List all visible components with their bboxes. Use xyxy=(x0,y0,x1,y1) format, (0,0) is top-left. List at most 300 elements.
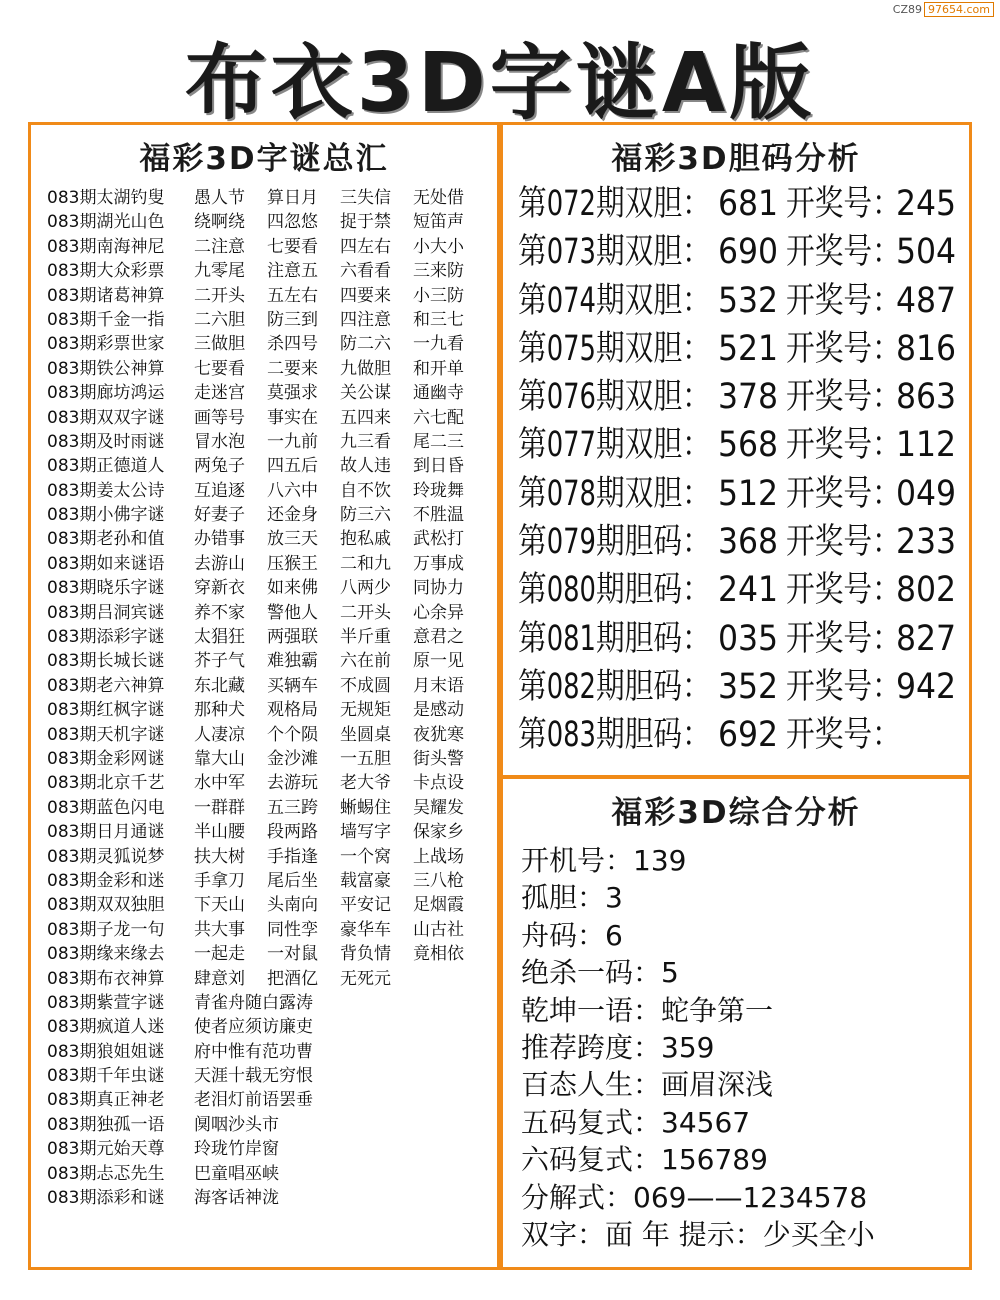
page-title: 布衣3D字谜A版 xyxy=(184,36,816,131)
riddle-text: 九零尾 xyxy=(194,261,245,282)
riddle-source: 083期大众彩票 xyxy=(47,261,165,282)
riddle-text: 金沙滩 xyxy=(267,748,318,769)
draw-number: 049 xyxy=(896,473,957,514)
riddle-text: 到日昏 xyxy=(413,456,464,477)
riddle-text: 上战场 xyxy=(413,846,464,867)
riddle-text: 和三七 xyxy=(413,309,464,330)
dan-label: 第077期双胆： xyxy=(518,425,711,466)
draw-number: 112 xyxy=(896,425,957,466)
riddle-text: 抱私戚 xyxy=(340,529,391,550)
riddle-source: 083期紫萱字谜 xyxy=(47,992,165,1013)
riddle-row xyxy=(47,820,497,844)
dan-row xyxy=(503,566,969,614)
riddle-text: 半山腰 xyxy=(194,822,245,843)
riddle-text: 压猴王 xyxy=(267,553,318,574)
riddle-source: 083期千金一指 xyxy=(47,309,165,330)
riddle-text: 玲珑竹岸窗 xyxy=(194,1139,279,1160)
riddle-text: 二要来 xyxy=(267,358,318,379)
riddle-row xyxy=(47,942,497,966)
riddle-text: 二和九 xyxy=(340,553,391,574)
riddle-row xyxy=(47,308,497,332)
draw-label: 开奖号： xyxy=(786,425,901,466)
riddle-text: 段两路 xyxy=(267,822,318,843)
riddle-text: 好妻子 xyxy=(194,505,245,526)
riddle-text: 墙写字 xyxy=(340,822,391,843)
riddle-source: 083期吕洞宾谜 xyxy=(47,602,165,623)
riddle-text: 个个陨 xyxy=(267,724,318,745)
riddle-source: 083期长城长谜 xyxy=(47,651,165,672)
riddle-text: 八六中 xyxy=(267,480,318,501)
draw-number: 816 xyxy=(896,328,957,369)
riddle-text: 同性孪 xyxy=(267,919,318,940)
riddle-row xyxy=(47,869,497,893)
riddle-text: 一九看 xyxy=(413,334,464,355)
riddle-text: 府中惟有范功曹 xyxy=(194,1041,313,1062)
riddle-row xyxy=(47,406,497,430)
riddle-source: 083期铁公神算 xyxy=(47,358,165,379)
riddle-text: 注意五 xyxy=(267,261,318,282)
riddle-text: 捉于禁 xyxy=(340,212,391,233)
dan-number: 521 xyxy=(718,328,779,369)
summary-line: 舟码：6 xyxy=(521,918,623,952)
draw-number: 802 xyxy=(896,570,957,611)
riddle-text: 愚人节 xyxy=(194,188,245,208)
riddle-text: 事实在 xyxy=(267,407,318,428)
dan-row xyxy=(503,228,969,276)
riddle-text: 自不饮 xyxy=(340,480,391,501)
riddle-text: 故人违 xyxy=(340,456,391,477)
riddle-source: 083期添彩字谜 xyxy=(47,627,165,648)
riddle-source: 083期红枫字谜 xyxy=(47,700,165,721)
riddle-text: 三失信 xyxy=(340,188,391,208)
dan-label: 第080期胆码： xyxy=(518,570,711,611)
riddle-text: 意君之 xyxy=(413,627,464,648)
riddle-row xyxy=(47,235,497,259)
dan-row xyxy=(503,421,969,469)
riddle-text: 阒咽沙头市 xyxy=(194,1114,279,1135)
riddle-text: 无处借 xyxy=(413,188,464,208)
riddle-text: 把酒亿 xyxy=(267,968,318,989)
riddle-source: 083期诸葛神算 xyxy=(47,285,165,306)
riddle-source: 083期千年虫谜 xyxy=(47,1066,165,1087)
riddle-text: 防二六 xyxy=(340,334,391,355)
riddle-text: 防三到 xyxy=(267,309,318,330)
riddle-source: 083期双双字谜 xyxy=(47,407,165,428)
riddle-row xyxy=(47,991,497,1015)
riddle-text: 水中军 xyxy=(194,773,245,794)
draw-label: 开奖号： xyxy=(786,280,901,321)
riddle-source: 083期忐忑先生 xyxy=(47,1163,165,1184)
riddle-text: 不成圆 xyxy=(340,675,391,696)
dan-number: 378 xyxy=(718,377,779,418)
draw-number: 487 xyxy=(896,280,957,321)
riddle-text: 头南向 xyxy=(267,895,318,916)
riddle-text: 一群群 xyxy=(194,797,245,818)
riddle-row xyxy=(47,210,497,234)
riddle-row xyxy=(47,479,497,503)
riddle-row xyxy=(47,1186,497,1210)
riddle-text: 人凄凉 xyxy=(194,724,245,745)
riddle-row xyxy=(47,1162,497,1186)
riddle-text: 三来防 xyxy=(413,261,464,282)
riddle-source: 083期廊坊鸿运 xyxy=(47,383,165,404)
draw-label: 开奖号： xyxy=(786,473,901,514)
dan-panel-title: 福彩3D胆码分析 xyxy=(611,141,861,177)
summary-panel-title: 福彩3D综合分析 xyxy=(611,795,861,831)
dan-row xyxy=(503,277,969,325)
riddle-text: 警他人 xyxy=(267,602,318,623)
summary-line: 乾坤一语：蛇争第一 xyxy=(521,993,774,1027)
riddle-row xyxy=(47,1064,497,1088)
riddle-source: 083期老六神算 xyxy=(47,675,165,696)
riddle-text: 豪华车 xyxy=(340,919,391,940)
dan-row xyxy=(503,711,969,759)
riddle-text: 老大爷 xyxy=(340,773,391,794)
draw-number: 245 xyxy=(896,184,957,224)
dan-row xyxy=(503,180,969,228)
riddle-text: 九做胆 xyxy=(340,358,391,379)
riddle-text: 去游玩 xyxy=(267,773,318,794)
riddle-row xyxy=(47,1113,497,1137)
summary-line: 开机号：139 xyxy=(521,844,687,877)
riddle-text: 天涯十载无穷恨 xyxy=(194,1066,313,1087)
draw-label: 开奖号： xyxy=(786,570,901,611)
riddle-source: 083期疯道人迷 xyxy=(47,1017,165,1038)
riddle-text: 五四来 xyxy=(340,407,391,428)
riddle-text: 心余异 xyxy=(413,602,464,623)
riddle-text: 太猖狂 xyxy=(194,627,245,648)
riddle-source: 083期天机字谜 xyxy=(47,724,165,745)
riddle-source: 083期小佛字谜 xyxy=(47,505,165,526)
riddle-source: 083期真正神老 xyxy=(47,1090,165,1111)
riddle-text: 那种犬 xyxy=(194,700,245,721)
riddle-source: 083期独孤一语 xyxy=(47,1114,165,1135)
riddle-text: 不胜温 xyxy=(413,505,464,526)
riddle-row xyxy=(47,259,497,283)
riddle-source: 083期金彩网谜 xyxy=(47,748,165,769)
summary-line: 分解式：069——1234578 xyxy=(521,1180,868,1214)
riddle-panel-title: 福彩3D字谜总汇 xyxy=(139,141,389,177)
riddle-list xyxy=(31,186,497,1210)
summary-line: 五码复式：34567 xyxy=(521,1105,751,1139)
riddle-row xyxy=(47,1015,497,1039)
dan-row xyxy=(503,663,969,711)
dan-number: 681 xyxy=(718,184,779,224)
dan-label: 第076期双胆： xyxy=(518,377,711,418)
riddle-text: 同协力 xyxy=(413,578,464,599)
riddle-text: 两强联 xyxy=(267,627,318,648)
riddle-text: 防三六 xyxy=(340,505,391,526)
riddle-text: 和开单 xyxy=(413,358,464,379)
riddle-text: 足烟霞 xyxy=(413,895,464,916)
riddle-text: 街头警 xyxy=(413,748,464,769)
riddle-text: 共大事 xyxy=(194,919,245,940)
riddle-source: 083期布衣神算 xyxy=(47,968,165,989)
riddle-text: 五左右 xyxy=(267,285,318,306)
dan-row xyxy=(503,325,969,373)
riddle-text: 绕啊绕 xyxy=(194,212,245,233)
riddle-text: 扶大树 xyxy=(194,846,245,867)
riddle-row xyxy=(47,576,497,600)
dan-label: 第082期胆码： xyxy=(518,666,711,707)
summary-line: 绝杀一码：5 xyxy=(521,956,679,990)
summary-panel xyxy=(500,776,972,1270)
riddle-row xyxy=(47,430,497,454)
riddle-row xyxy=(47,1040,497,1064)
riddle-text: 放三天 xyxy=(267,529,318,550)
riddle-source: 083期狼姐姐谜 xyxy=(47,1041,165,1062)
riddle-text: 平安记 xyxy=(340,895,391,916)
dan-label: 第083期胆码： xyxy=(518,715,711,756)
riddle-text: 画等号 xyxy=(194,407,245,428)
riddle-text: 通幽寺 xyxy=(413,383,464,404)
riddle-text: 是感动 xyxy=(413,700,464,721)
riddle-text: 买辆车 xyxy=(267,675,318,696)
riddle-text: 载富豪 xyxy=(340,870,391,891)
riddle-row xyxy=(47,381,497,405)
riddle-text: 穿新衣 xyxy=(194,578,245,599)
summary-line: 百态人生：画眉深浅 xyxy=(521,1068,774,1102)
riddle-source: 083期北京千艺 xyxy=(47,773,165,794)
riddle-row xyxy=(47,601,497,625)
dan-number: 352 xyxy=(718,666,779,707)
dan-number: 035 xyxy=(718,618,779,659)
riddle-text: 月末语 xyxy=(413,675,464,696)
riddle-text: 四注意 xyxy=(340,309,391,330)
dan-row xyxy=(503,373,969,421)
riddle-text: 二开头 xyxy=(194,285,245,306)
riddle-text: 三八枪 xyxy=(413,870,464,891)
riddle-text: 算日月 xyxy=(267,188,318,208)
riddle-text: 六看看 xyxy=(340,261,391,282)
riddle-row xyxy=(47,552,497,576)
dan-number: 692 xyxy=(718,715,779,756)
riddle-row xyxy=(47,698,497,722)
dan-number: 532 xyxy=(718,280,779,321)
riddle-row xyxy=(47,332,497,356)
riddle-text: 山古社 xyxy=(413,919,464,940)
riddle-source: 083期蓝色闪电 xyxy=(47,797,165,818)
riddle-text: 莫强求 xyxy=(267,383,318,404)
dan-list xyxy=(503,180,969,760)
riddle-text: 下天山 xyxy=(194,895,245,916)
riddle-text: 短笛声 xyxy=(413,212,464,233)
riddle-text: 肆意刘 xyxy=(194,968,245,989)
riddle-text: 一对鼠 xyxy=(267,944,318,965)
dan-number: 690 xyxy=(718,232,779,273)
riddle-text: 八两少 xyxy=(340,578,391,599)
riddle-source: 083期南海神尼 xyxy=(47,236,165,257)
draw-number: 827 xyxy=(896,618,957,659)
riddle-text: 二开头 xyxy=(340,602,391,623)
riddle-source: 083期金彩和迷 xyxy=(47,870,165,891)
riddle-text: 关公谋 xyxy=(340,383,391,404)
riddle-source: 083期晓乐字谜 xyxy=(47,578,165,599)
riddle-text: 无规矩 xyxy=(340,700,391,721)
dan-label: 第073期双胆： xyxy=(518,232,711,273)
riddle-row xyxy=(47,503,497,527)
riddle-text: 小三防 xyxy=(413,285,464,306)
riddle-source: 083期缘来缘去 xyxy=(47,944,165,965)
dan-number: 568 xyxy=(718,425,779,466)
dan-label: 第078期双胆： xyxy=(518,473,711,514)
riddle-source: 083期彩票世家 xyxy=(47,334,165,355)
riddle-text: 一九前 xyxy=(267,431,318,452)
riddle-text: 手指逢 xyxy=(267,846,318,867)
riddle-text: 尾二三 xyxy=(413,431,464,452)
riddle-text: 互追逐 xyxy=(194,480,245,501)
riddle-text: 一个窝 xyxy=(340,846,391,867)
riddle-row xyxy=(47,1137,497,1161)
riddle-text: 海客话神泷 xyxy=(194,1188,279,1209)
draw-label: 开奖号： xyxy=(786,715,901,756)
riddle-text: 青雀舟随白露涛 xyxy=(194,992,313,1013)
riddle-row xyxy=(47,674,497,698)
riddle-row xyxy=(47,186,497,210)
riddle-text: 芥子气 xyxy=(194,651,245,672)
draw-label: 开奖号： xyxy=(786,522,901,563)
dan-label: 第075期双胆： xyxy=(518,328,711,369)
riddle-text: 二注意 xyxy=(194,236,245,257)
riddle-text: 二六胆 xyxy=(194,309,245,330)
riddle-text: 七要看 xyxy=(267,236,318,257)
watermark xyxy=(893,3,994,16)
riddle-source: 083期太湖钓叟 xyxy=(47,188,165,208)
riddle-text: 四五后 xyxy=(267,456,318,477)
watermark-site: 97654.com xyxy=(924,2,994,17)
riddle-source: 083期如来谜语 xyxy=(47,553,165,574)
riddle-text: 玲珑舞 xyxy=(413,480,464,501)
riddle-text: 去游山 xyxy=(194,553,245,574)
riddle-text: 九三看 xyxy=(340,431,391,452)
riddle-text: 无死元 xyxy=(340,968,391,989)
riddle-panel xyxy=(28,122,500,1270)
summary-line: 孤胆：3 xyxy=(521,881,623,915)
riddle-source: 083期日月通谜 xyxy=(47,822,165,843)
riddle-text: 坐圆桌 xyxy=(340,724,391,745)
riddle-source: 083期子龙一句 xyxy=(47,919,165,940)
summary-line: 六码复式：156789 xyxy=(521,1143,768,1177)
riddle-source: 083期姜太公诗 xyxy=(47,480,165,501)
draw-number: 942 xyxy=(896,666,957,707)
riddle-source: 083期老孙和值 xyxy=(47,529,165,550)
riddle-text: 东北藏 xyxy=(194,675,245,696)
riddle-text: 背负情 xyxy=(340,944,391,965)
riddle-text: 一五胆 xyxy=(340,748,391,769)
riddle-text: 保家乡 xyxy=(413,822,464,843)
riddle-text: 如来佛 xyxy=(267,578,318,599)
riddle-text: 养不家 xyxy=(194,602,245,623)
riddle-text: 七要看 xyxy=(194,358,245,379)
riddle-row xyxy=(47,723,497,747)
riddle-text: 六七配 xyxy=(413,407,464,428)
watermark-code: CZ89 xyxy=(892,3,923,16)
riddle-row xyxy=(47,893,497,917)
riddle-row xyxy=(47,747,497,771)
dan-panel xyxy=(500,122,972,778)
riddle-text: 手拿刀 xyxy=(194,870,245,891)
summary-line: 推荐跨度：359 xyxy=(521,1030,715,1064)
riddle-text: 四左右 xyxy=(340,236,391,257)
dan-label: 第081期胆码： xyxy=(518,618,711,659)
riddle-text: 使者应须访廉吏 xyxy=(194,1017,313,1038)
draw-label: 开奖号： xyxy=(786,618,901,659)
riddle-source: 083期添彩和谜 xyxy=(47,1188,165,1209)
riddle-text: 六在前 xyxy=(340,651,391,672)
riddle-text: 武松打 xyxy=(413,529,464,550)
riddle-text: 观格局 xyxy=(267,700,318,721)
riddle-source: 083期湖光山色 xyxy=(47,212,165,233)
riddle-text: 走迷宫 xyxy=(194,383,245,404)
riddle-text: 小大小 xyxy=(413,236,464,257)
riddle-text: 卡点设 xyxy=(413,773,464,794)
draw-number: 233 xyxy=(896,522,957,563)
draw-number: 863 xyxy=(896,377,957,418)
riddle-row xyxy=(47,967,497,991)
dan-row xyxy=(503,518,969,566)
riddle-text: 万事成 xyxy=(413,553,464,574)
riddle-source: 083期正德道人 xyxy=(47,456,165,477)
riddle-text: 办错事 xyxy=(194,529,245,550)
riddle-text: 老泪灯前语罢垂 xyxy=(194,1090,313,1111)
riddle-row xyxy=(47,454,497,478)
riddle-source: 083期及时雨谜 xyxy=(47,431,165,452)
dan-row xyxy=(503,470,969,518)
riddle-text: 还金身 xyxy=(267,505,318,526)
riddle-text: 冒水泡 xyxy=(194,431,245,452)
draw-label: 开奖号： xyxy=(786,666,901,707)
riddle-row xyxy=(47,649,497,673)
riddle-source: 083期元始天尊 xyxy=(47,1139,165,1160)
riddle-text: 四要来 xyxy=(340,285,391,306)
dan-label: 第072期双胆： xyxy=(518,184,711,224)
draw-label: 开奖号： xyxy=(786,184,901,224)
riddle-row xyxy=(47,796,497,820)
dan-label: 第074期双胆： xyxy=(518,280,711,321)
riddle-row xyxy=(47,845,497,869)
riddle-text: 两兔子 xyxy=(194,456,245,477)
draw-label: 开奖号： xyxy=(786,377,901,418)
riddle-text: 巴童唱巫峡 xyxy=(194,1163,279,1184)
riddle-text: 四忽悠 xyxy=(267,212,318,233)
riddle-text: 杀四号 xyxy=(267,334,318,355)
riddle-text: 原一见 xyxy=(413,651,464,672)
riddle-text: 夜犹寒 xyxy=(413,724,464,745)
draw-number: 504 xyxy=(896,232,957,273)
riddle-text: 难独霸 xyxy=(267,651,318,672)
dan-label: 第079期胆码： xyxy=(518,522,711,563)
draw-label: 开奖号： xyxy=(786,328,901,369)
riddle-row xyxy=(47,357,497,381)
riddle-text: 吴耀发 xyxy=(413,797,464,818)
dan-row xyxy=(503,615,969,663)
riddle-text: 五三跨 xyxy=(267,797,318,818)
riddle-source: 083期灵狐说梦 xyxy=(47,846,165,867)
riddle-text: 半斤重 xyxy=(340,627,391,648)
dan-number: 512 xyxy=(718,473,779,514)
dan-number: 368 xyxy=(718,522,779,563)
riddle-text: 尾后坐 xyxy=(267,870,318,891)
riddle-source: 083期双双独胆 xyxy=(47,895,165,916)
riddle-row xyxy=(47,527,497,551)
riddle-row xyxy=(47,625,497,649)
riddle-text: 靠大山 xyxy=(194,748,245,769)
summary-line: 双字：面 年 提示：少买全小 xyxy=(521,1217,875,1251)
dan-number: 241 xyxy=(718,570,779,611)
riddle-row xyxy=(47,284,497,308)
riddle-row xyxy=(47,918,497,942)
riddle-text: 一起走 xyxy=(194,944,245,965)
